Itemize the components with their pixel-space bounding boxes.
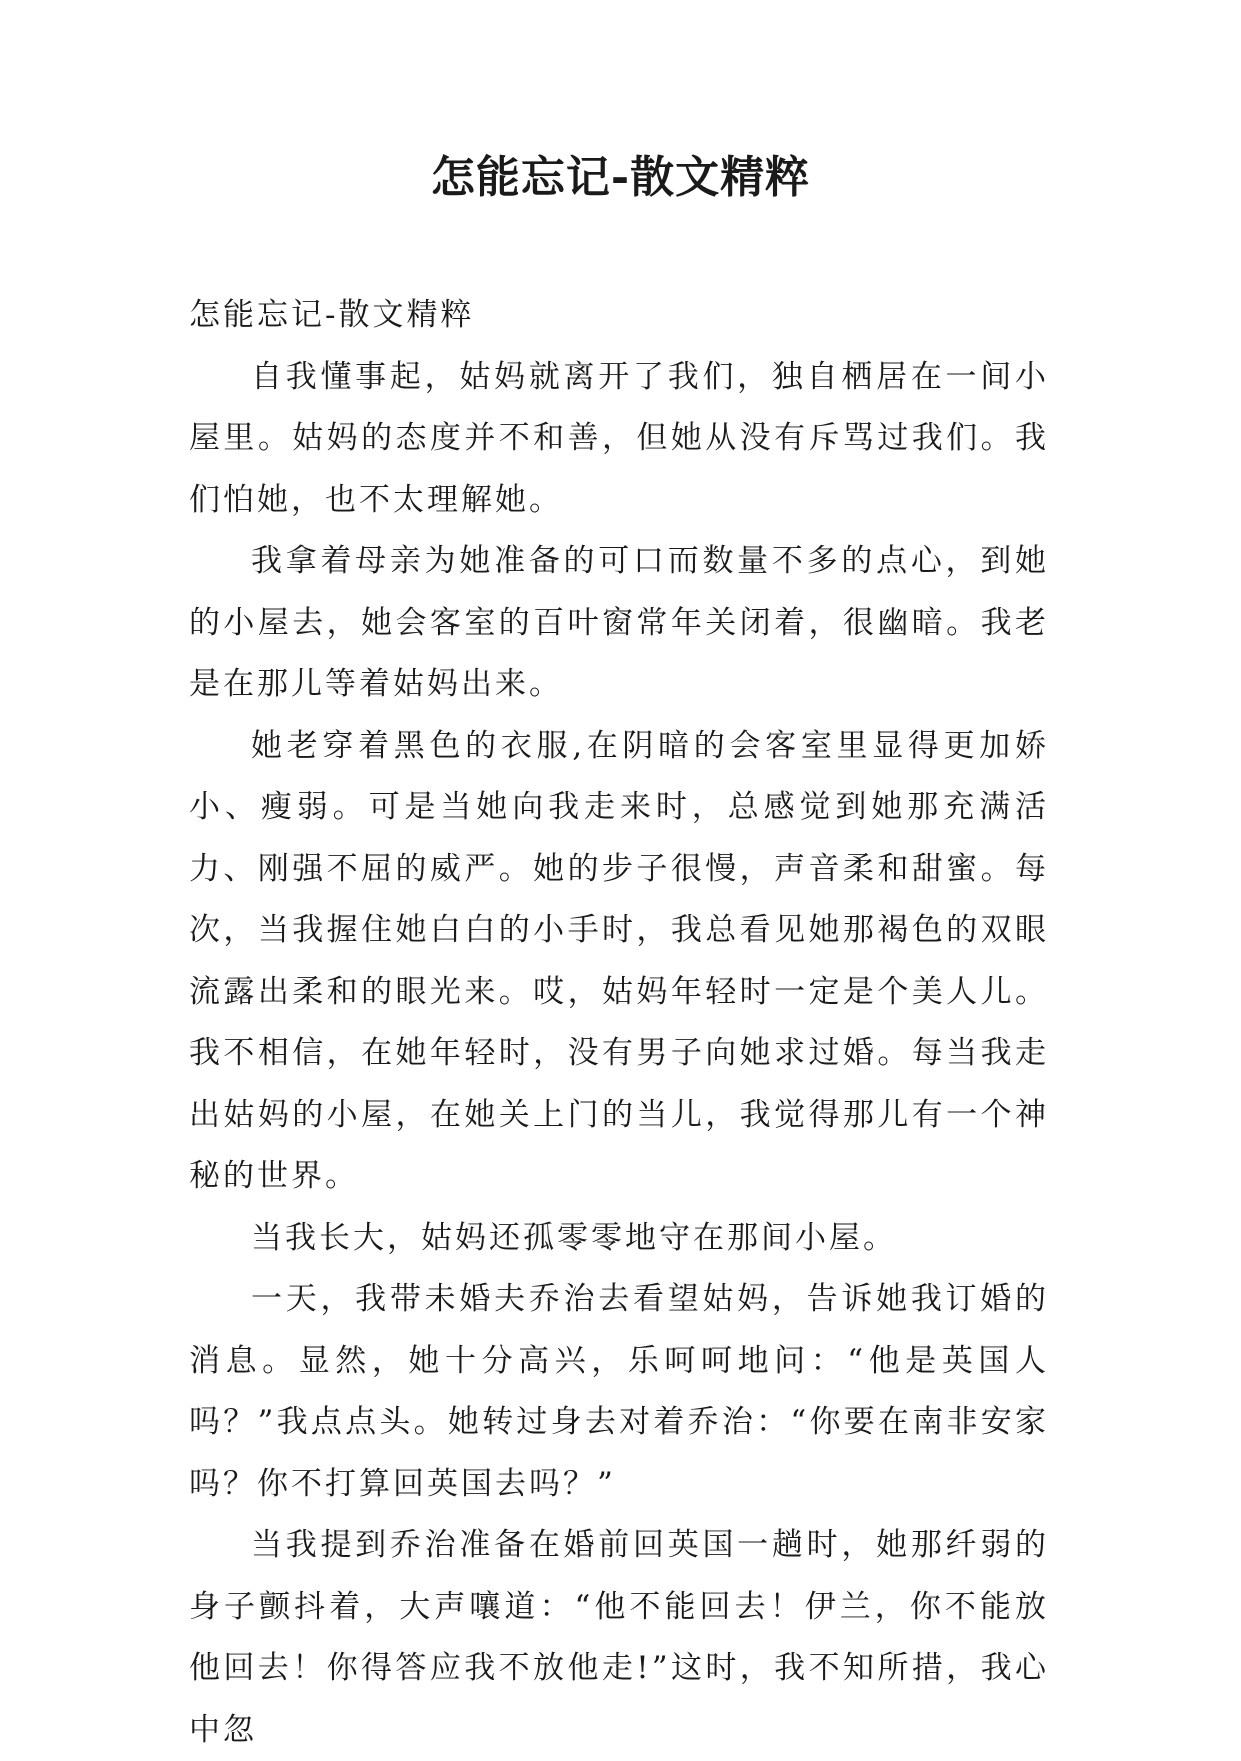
document-body xyxy=(189,285,1049,1761)
document-title: 怎能忘记-散文精粹 xyxy=(430,152,811,203)
paragraph: 自我懂事起，姑妈就离开了我们，独自栖居在一间小屋里。姑妈的态度并不和善，但她从没有斥骂过我们。我们怕她，也不太理解她。 xyxy=(189,358,1049,518)
paragraph: 当我提到乔治准备在婚前回英国一趟时，她那纤弱的身子颤抖着，大声嚷道：“他不能回去！伊兰，你不能放他回去！你得答应我不放他走!”这时，我不知所措，我心中忽 xyxy=(189,1527,1049,1748)
paragraph: 一天，我带未婚夫乔治去看望姑妈，告诉她我订婚的消息。显然，她十分高兴，乐呵呵地问：“他是英国人吗？”我点点头。她转过身去对着乔治：“你要在南非安家吗？你不打算回英国去吗？” xyxy=(189,1281,1049,1502)
paragraph: 她老穿着黑色的衣服,在阴暗的会客室里显得更加娇小、瘦弱。可是当她向我走来时，总感觉到她那充满活力、刚强不屈的威严。她的步子很慢，声音柔和甜蜜。每次，当我握住她白白的小手时，我总看见她那褐色的双眼流露出柔和的眼光来。哎，姑妈年轻时一定是个美人儿。我不相信，在她年轻时，没有男子向她求过婚。每当我走出姑妈的小屋，在她关上门的当儿，我觉得那儿有一个神秘的世界。 xyxy=(189,727,1049,1194)
paragraph: 当我长大，姑妈还孤零零地守在那间小屋。 xyxy=(251,1219,897,1256)
paragraph: 我拿着母亲为她准备的可口而数量不多的点心，到她的小屋去，她会客室的百叶窗常年关闭着，很幽暗。我老是在那儿等着姑妈出来。 xyxy=(189,543,1049,702)
document-subtitle: 怎能忘记-散文精粹 xyxy=(189,297,475,333)
